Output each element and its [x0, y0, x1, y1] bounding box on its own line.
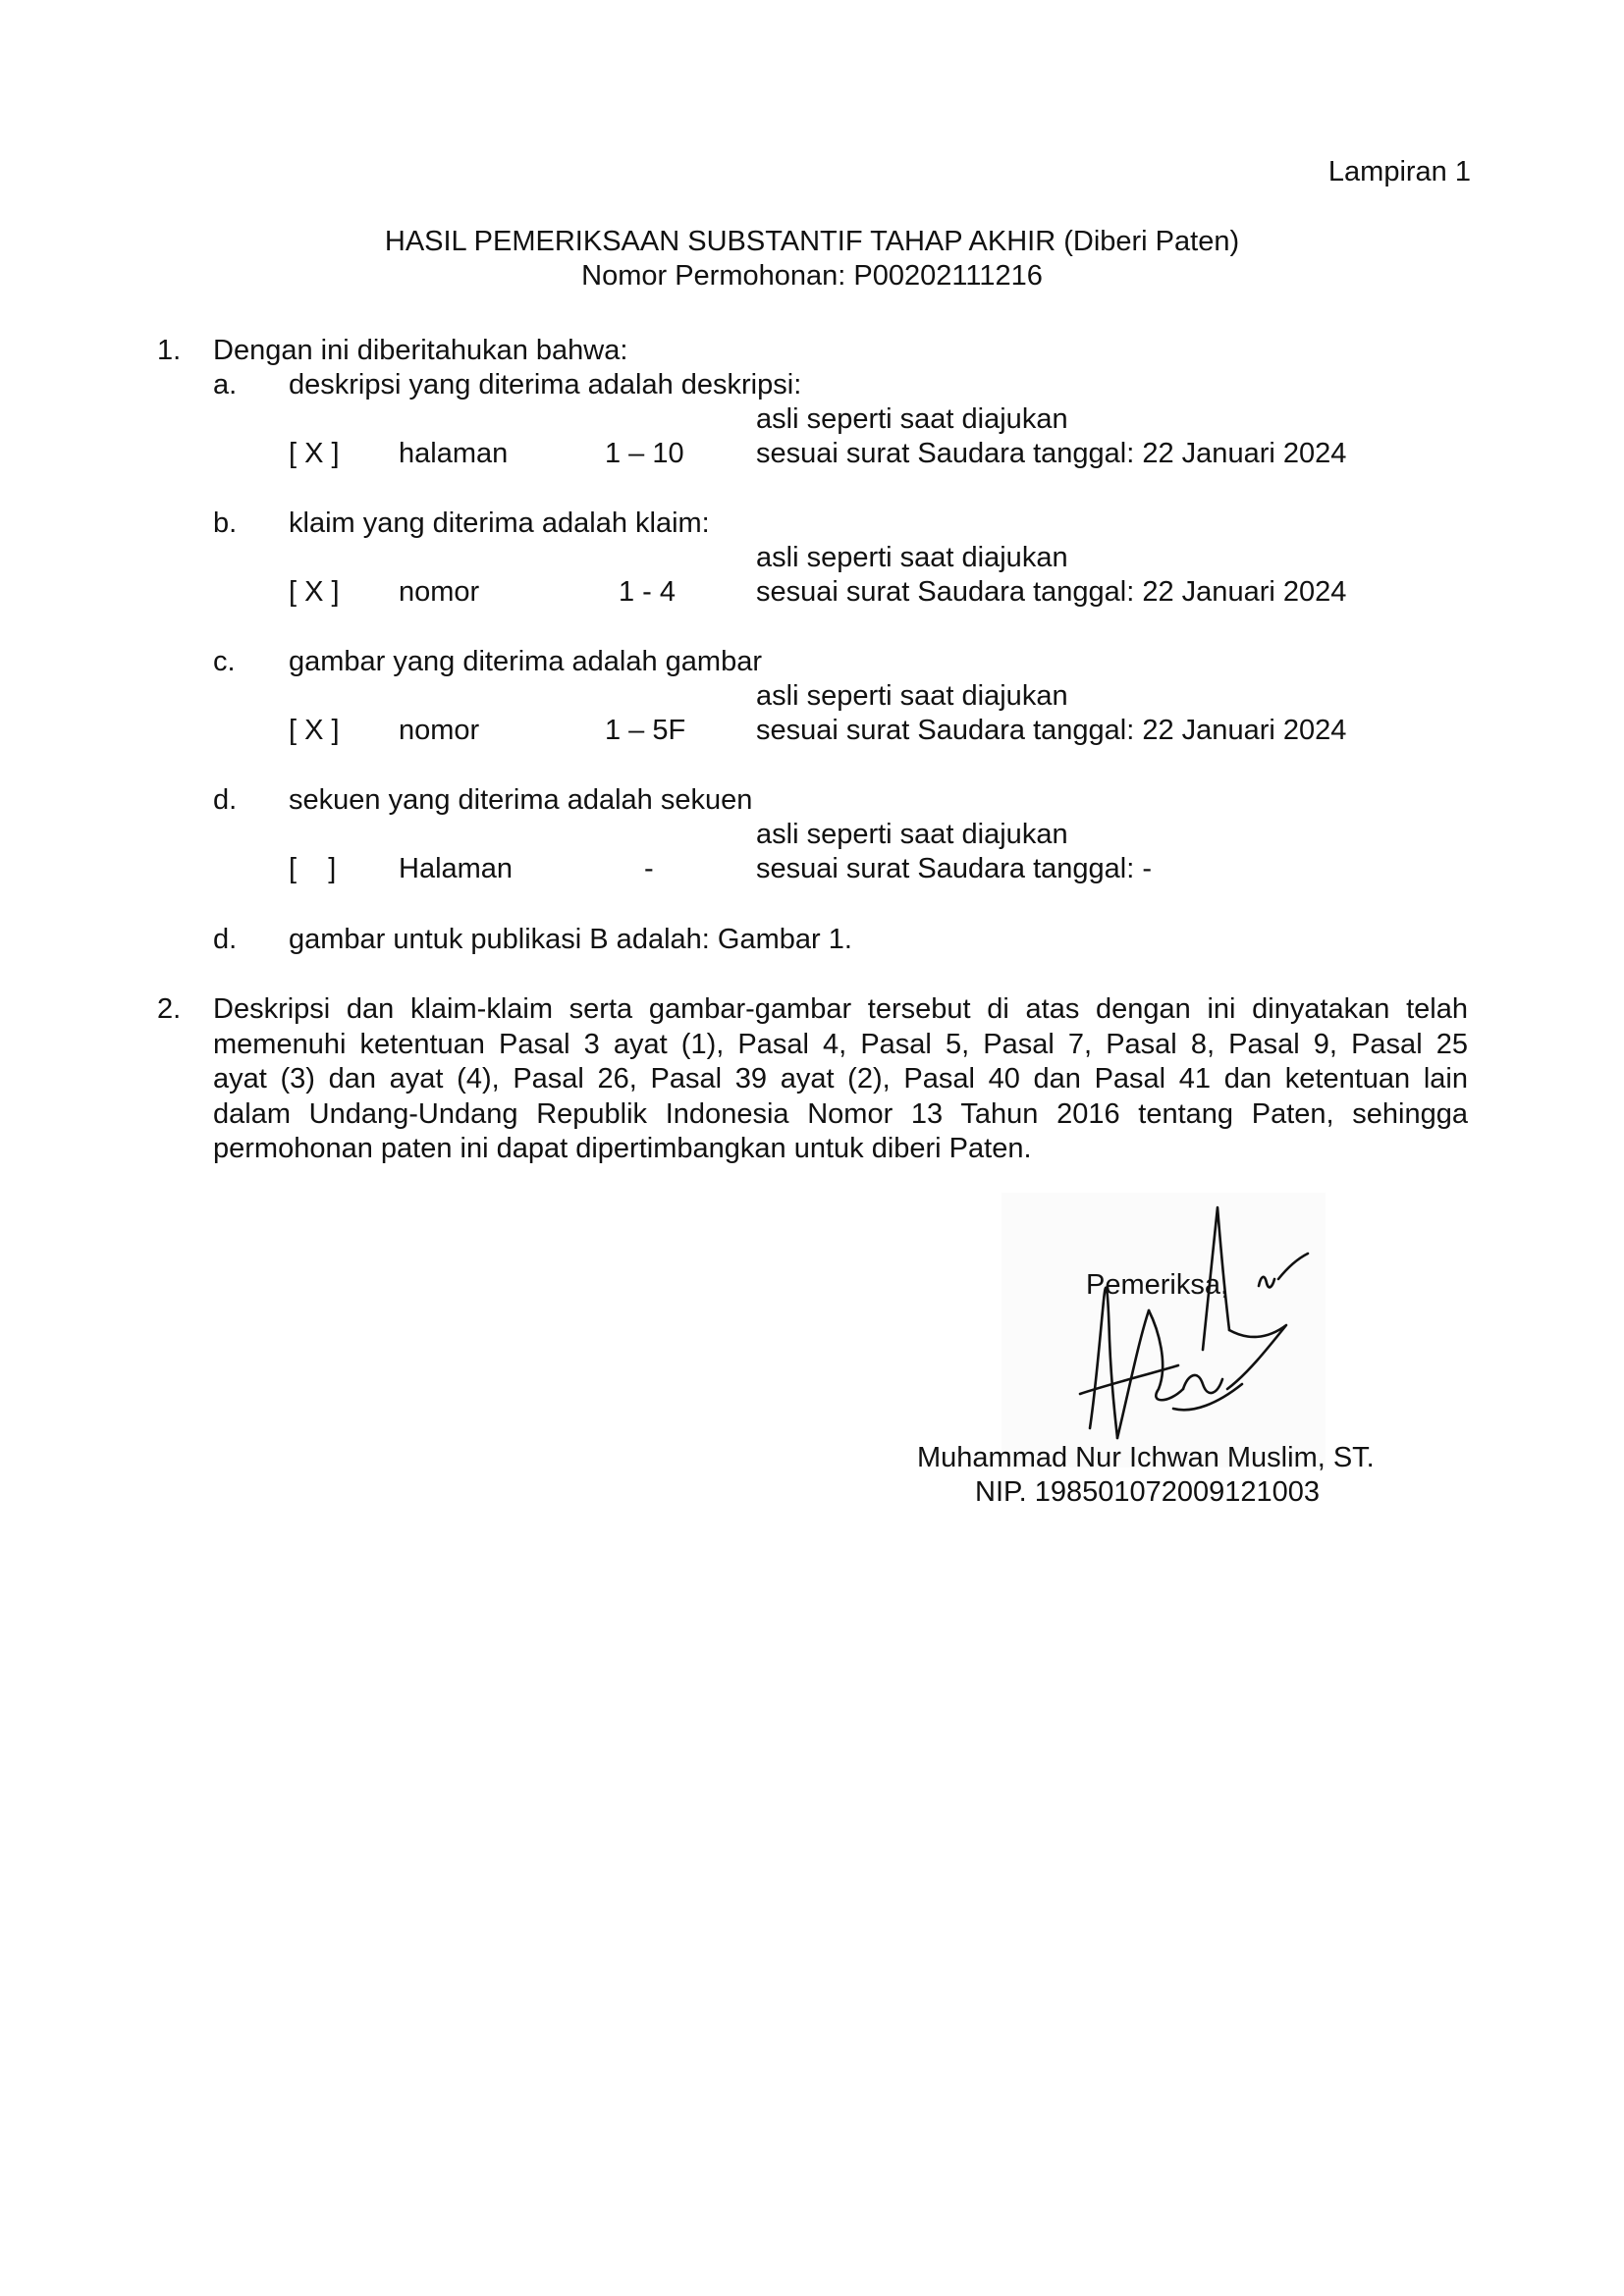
- signature-label: Pemeriksa,: [1086, 1269, 1229, 1301]
- item-c-range: 1 – 5F: [605, 715, 686, 746]
- item-a-status-bottom: sesuai surat Saudara tanggal: 22 Januari 2024: [756, 438, 1347, 469]
- item-d-text: sekuen yang diterima adalah sekuen: [289, 784, 753, 816]
- signer-name: Muhammad Nur Ichwan Muslim, ST.: [917, 1442, 1375, 1473]
- item-c-text: gambar yang diterima adalah gambar: [289, 646, 762, 677]
- item-b-text: klaim yang diterima adalah klaim:: [289, 507, 710, 539]
- paragraph-line: Deskripsi dan klaim-klaim serta gambar-gambar tersebut di atas dengan ini dinyatakan telah: [213, 993, 1468, 1025]
- paragraph-line: ayat (3) dan ayat (4), Pasal 26, Pasal 39 ayat (2), Pasal 40 dan Pasal 41 dan ketentuan lain: [213, 1063, 1468, 1095]
- paragraph-line: dalam Undang-Undang Republik Indonesia Nomor 13 Tahun 2016 tentang Paten, sehingga: [213, 1097, 1468, 1130]
- item-c-letter: c.: [213, 646, 236, 677]
- item-a-text: deskripsi yang diterima adalah deskripsi:: [289, 369, 802, 400]
- section-1-intro: Dengan ini diberitahukan bahwa:: [213, 335, 628, 366]
- item-c-unit: nomor: [399, 715, 480, 746]
- item-d-status-bottom: sesuai surat Saudara tanggal: -: [756, 853, 1153, 884]
- item-b-letter: b.: [213, 507, 238, 539]
- item-d-range: -: [644, 853, 654, 884]
- item-a-checkbox: [ X ]: [289, 438, 340, 469]
- paragraph-line: permohonan paten ini dapat dipertimbangkan untuk diberi Paten.: [213, 1133, 1032, 1164]
- publication-text: gambar untuk publikasi B adalah: Gambar 1.: [289, 924, 852, 955]
- paragraph-line: memenuhi ketentuan Pasal 3 ayat (1), Pasal 4, Pasal 5, Pasal 7, Pasal 8, Pasal 9, Pasal 25: [213, 1028, 1468, 1060]
- item-b-status-bottom: sesuai surat Saudara tanggal: 22 Januari 2024: [756, 576, 1347, 608]
- item-a-letter: a.: [213, 369, 238, 400]
- section-2-paragraph: [213, 992, 1468, 1167]
- item-c-status-top: asli seperti saat diajukan: [756, 680, 1068, 712]
- item-b-status-top: asli seperti saat diajukan: [756, 542, 1068, 573]
- item-b-range: 1 - 4: [619, 576, 677, 608]
- item-c-checkbox: [ X ]: [289, 715, 340, 746]
- document-title-block: [0, 225, 1624, 294]
- item-d-checkbox: [ ]: [289, 853, 337, 884]
- document-title: HASIL PEMERIKSAAN SUBSTANTIF TAHAP AKHIR (Diberi Paten): [384, 226, 1240, 257]
- section-1-number: 1.: [157, 335, 182, 366]
- item-a-unit: halaman: [399, 438, 509, 469]
- signer-nip: NIP. 198501072009121003: [975, 1476, 1321, 1508]
- item-b-checkbox: [ X ]: [289, 576, 340, 608]
- item-a-range: 1 – 10: [605, 438, 684, 469]
- item-d-letter: d.: [213, 784, 238, 816]
- item-d-unit: Halaman: [399, 853, 514, 884]
- item-d-status-top: asli seperti saat diajukan: [756, 819, 1068, 850]
- item-c-status-bottom: sesuai surat Saudara tanggal: 22 Januari 2024: [756, 715, 1347, 746]
- section-2-number: 2.: [157, 993, 182, 1025]
- item-b-unit: nomor: [399, 576, 480, 608]
- attachment-label: Lampiran 1: [1327, 156, 1471, 187]
- item-a-status-top: asli seperti saat diajukan: [756, 403, 1068, 435]
- handwritten-signature: [1001, 1193, 1326, 1468]
- application-number: Nomor Permohonan: P00202111216: [581, 260, 1043, 292]
- publication-letter: d.: [213, 924, 238, 955]
